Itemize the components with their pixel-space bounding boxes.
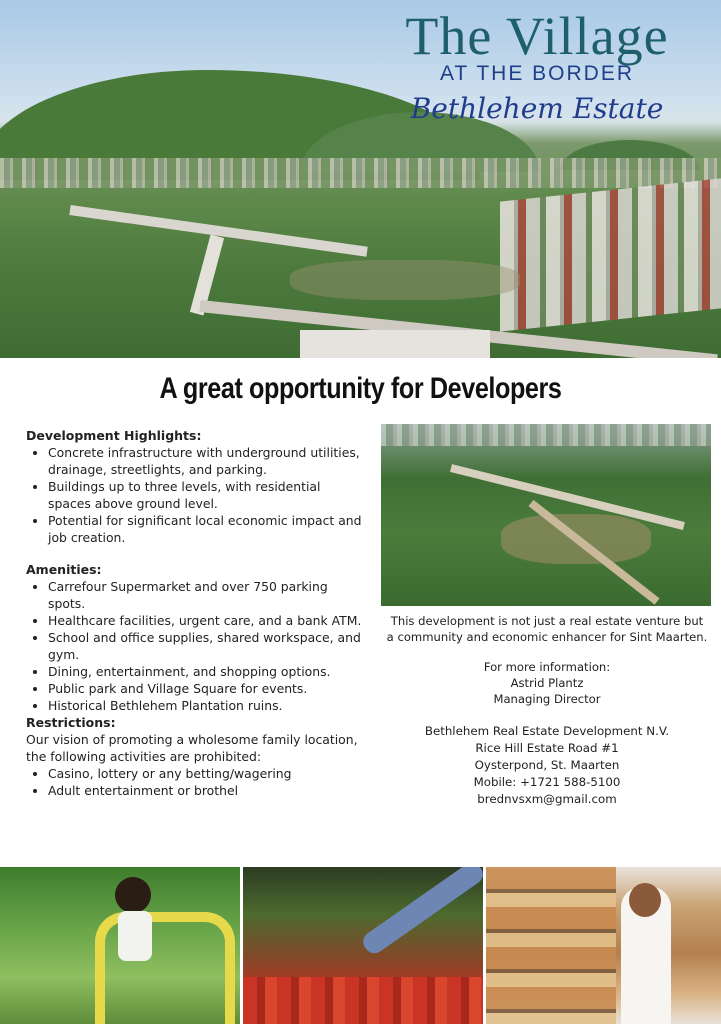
town-strip — [0, 158, 721, 188]
bakery-photo — [486, 867, 721, 1024]
list-item: • Carrefour Supermarket and over 750 parking spots. — [48, 578, 366, 612]
list-item: • Potential for significant local economic impact and job creation. — [48, 512, 366, 546]
restrictions-list — [26, 765, 366, 799]
restrictions-title: Restrictions: — [26, 715, 116, 730]
playground-photo — [0, 867, 240, 1024]
highlights-title: Development Highlights: — [26, 428, 202, 443]
right-column — [386, 613, 708, 808]
highlights-list — [26, 444, 366, 546]
bread-shelf — [486, 867, 616, 1024]
amenities-list — [26, 578, 366, 714]
address-line-1: Rice Hill Estate Road #1 — [475, 741, 619, 755]
amenities-title: Amenities: — [26, 562, 102, 577]
market-produce-photo — [243, 867, 483, 1024]
tagline: This development is not just a real estate venture but a community and economic enhancer for Sint Maarten. — [386, 614, 708, 644]
list-item: • Public park and Village Square for events. — [48, 680, 366, 697]
hero-aerial-photo — [0, 0, 721, 358]
list-item: • Concrete infrastructure with underground utilities, drainage, streetlights, and parking. — [48, 444, 366, 478]
tomato-crate — [243, 977, 483, 1024]
shopper-arm — [359, 867, 483, 957]
baker-head — [629, 883, 661, 917]
email-address: brednvsxm@gmail.com — [477, 792, 617, 806]
contact-title: Managing Director — [493, 692, 601, 706]
list-item: • Dining, entertainment, and shopping options. — [48, 663, 366, 680]
site-aerial-photo — [381, 424, 711, 606]
more-info-label: For more information: — [483, 660, 611, 674]
play-structure — [95, 912, 235, 1024]
address-line-2: Oysterpond, St. Maarten — [474, 758, 620, 772]
town-buildings — [500, 178, 721, 331]
restrictions-intro: Our vision of promoting a wholesome family location, the following activities are prohibited: — [26, 732, 358, 764]
list-item: • Adult entertainment or brothel — [48, 782, 366, 799]
list-item: • Casino, lottery or any betting/wagering — [48, 765, 366, 782]
logo-title: The Village — [405, 6, 669, 66]
building-lot — [300, 330, 490, 358]
logo-subtitle: AT THE BORDER — [439, 62, 635, 85]
list-item: • Buildings up to three levels, with residential spaces above ground level. — [48, 478, 366, 512]
mobile-number: Mobile: +1721 588-5100 — [473, 775, 621, 789]
list-item: • Historical Bethlehem Plantation ruins. — [48, 697, 366, 714]
town-strip — [381, 424, 711, 446]
child-head — [115, 877, 151, 913]
village-logo — [372, 8, 702, 125]
list-item: • Healthcare facilities, urgent care, and a bank ATM. — [48, 612, 366, 629]
page-headline: A great opportunity for Developers — [159, 372, 562, 405]
company-name: Bethlehem Real Estate Development N.V. — [424, 724, 670, 738]
list-item: • School and office supplies, shared workspace, and gym. — [48, 629, 366, 663]
logo-script: Bethlehem Estate — [410, 92, 664, 125]
site-clearing — [290, 260, 520, 300]
contact-name: Astrid Plantz — [510, 676, 584, 690]
child-body — [118, 911, 152, 961]
left-column — [26, 427, 366, 799]
